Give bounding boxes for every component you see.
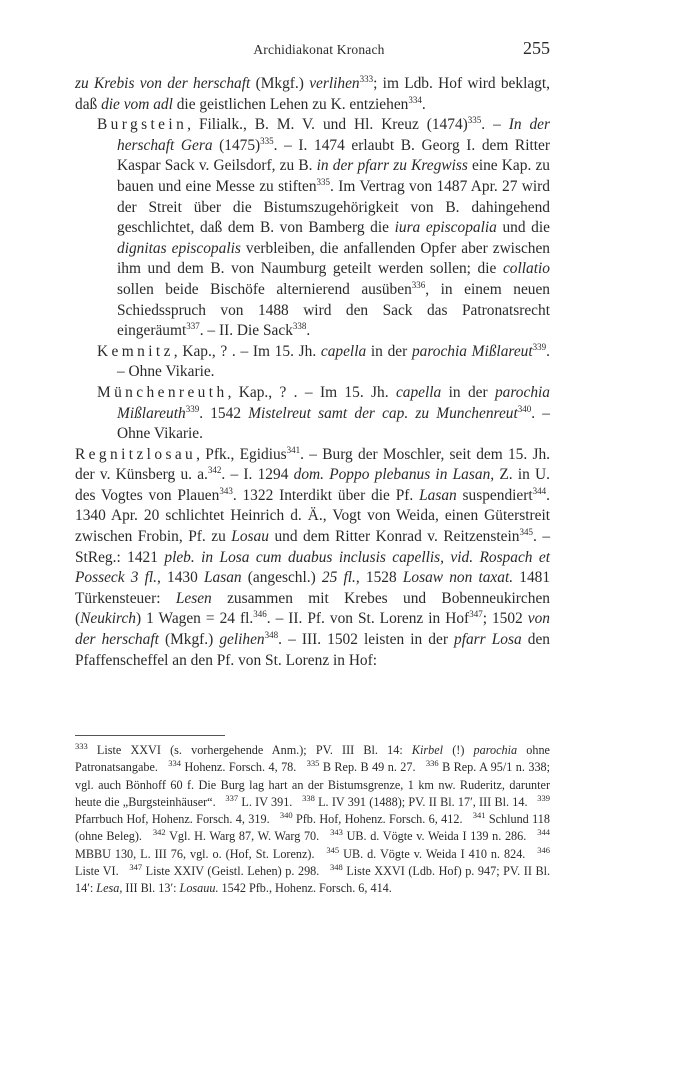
quote-text: verlihen: [309, 75, 360, 92]
text-run: zusammen mit Krebes und Bobenneukirchen (: [75, 589, 550, 628]
quote-text: Lesen: [175, 589, 212, 607]
text-run: (Mkgf.): [158, 631, 220, 649]
footnote-text: (!): [443, 743, 474, 757]
footnote-number: 347: [129, 862, 143, 873]
quote-text: Losaw non taxat.: [402, 569, 514, 587]
text-run: , in einem neuen Schiedsspruch von 1488 wird den Sack das Patronatsrecht eingeräumt: [117, 280, 550, 340]
footnote-text: B Rep. B 49 n. 27.: [319, 760, 416, 775]
text-run: , 1430: [157, 569, 204, 587]
footnote-ref: 340: [517, 403, 532, 414]
quote-text: gelihen: [219, 631, 265, 649]
footnote-ref: 344: [532, 485, 547, 496]
footnote-ref: 337: [186, 321, 200, 331]
text-run: , Filialk., B. M. V. und Hl. Kreuz (1474): [187, 116, 468, 134]
footnote-ref: 339: [185, 403, 200, 414]
text-run: . 1322 Interdikt über die Pf.: [232, 486, 420, 504]
footnote-ref: 348: [264, 629, 279, 640]
text-run: , Kap., ? . – Im 15. Jh.: [173, 342, 321, 360]
quote-text: parochia Mißlareuth: [117, 383, 550, 422]
quote-text: 25 fl.: [321, 569, 356, 587]
text-run: (Mkgf.): [250, 75, 310, 92]
footnote-text: 1542 Pfb., Hohenz. Forsch. 6, 414.: [218, 881, 392, 896]
footnote-block: [75, 742, 550, 898]
footnote-number: 344: [537, 827, 550, 838]
footnote-ref: 338: [292, 321, 307, 331]
text-run: die geistlichen Lehen zu K. entziehen: [172, 95, 409, 113]
footnote-number: 334: [168, 758, 181, 769]
quote-text: parochia Mißlareut: [411, 342, 533, 360]
place-name: Münchenreuth: [97, 383, 228, 401]
footnote-ref: 335: [260, 135, 274, 146]
running-title: Archidiakonat Kronach: [253, 42, 385, 57]
text-run: und dem Ritter Konrad v. Reitzenstein: [268, 528, 520, 546]
text-run: (angeschl.): [241, 569, 322, 587]
quote-text: Neukirch: [80, 610, 136, 628]
footnote-number: 335: [306, 758, 320, 769]
entry-regnitzlosau: [75, 445, 550, 672]
quote-text: capella: [395, 383, 442, 401]
text-run: . –: [481, 116, 509, 134]
footnote-number: 346: [537, 844, 551, 855]
text-run: . – I. 1474 erlaubt B. Georg I. dem Ritter Kaspar Sack v. Geilsdorf, zu B.: [117, 136, 550, 175]
footnote-text: L. IV 391.: [238, 794, 293, 809]
entry-kemnitz: [75, 342, 550, 383]
footnote-text: MBBU 130, L. III 76, vgl. o. (Hof, St. Lorenz).: [75, 846, 315, 861]
place-name: Regnitzlosau: [75, 445, 197, 463]
text-run: . 1340 Apr. 20 schlichtet Heinrich d. Ä., Vogt von Weida, einen Güterstreit zwischen Frobin, Pf. zu: [75, 486, 551, 546]
text-run: , Pfk., Egidius: [196, 445, 287, 463]
text-run: suspendiert: [456, 486, 533, 504]
quote-text: die vom adl: [101, 95, 173, 113]
text-run: . – Ohne Vikarie.: [117, 342, 550, 381]
text-run: 1481 Türkensteuer:: [75, 569, 551, 607]
text-run: ; 1502: [482, 610, 528, 628]
text-run: . – III. 1502 leisten in der: [278, 631, 455, 649]
text-run: ) 1 Wagen = 24 fl.: [135, 610, 254, 628]
text-run: , 1528: [355, 569, 403, 587]
quote-text: zu Krebis von der herschaft: [75, 75, 251, 92]
text-run: . – StReg.: 1421: [75, 528, 551, 566]
text-run: . 1542: [199, 404, 249, 422]
text-run: verbleiben, die anfallenden Opfer aber zwischen ihm und dem B. von Naumburg geteilt werden sollen; die: [117, 239, 551, 278]
footnote-ref: 333: [359, 73, 374, 84]
footnote-number: 342: [152, 827, 166, 838]
text-run: . – Burg der Moschler, seit dem 15. Jh. der v. Künsberg u. a.: [75, 445, 551, 484]
place-name: Burgstein: [97, 116, 188, 134]
footnote-italic: Kirbel: [411, 743, 444, 757]
main-text: [75, 74, 550, 671]
text-run: den Pfaffenscheffel an den Pf. von St. Lorenz in Hof:: [75, 631, 550, 669]
page-number: 255: [523, 38, 550, 58]
footnote-ref: 335: [467, 115, 482, 126]
quote-text: pleb. in Losa cum duabus inclusis capellis, vid. Rospach et Posseck 3 fl.: [75, 548, 551, 587]
footnote-ref: 343: [219, 485, 233, 496]
footnote-italic: Losauu.: [179, 881, 219, 896]
entry-burgstein: [75, 115, 550, 342]
text-run: . – II. Die Sack: [199, 322, 293, 340]
footnote-text: ohne Patronatsangabe.: [75, 743, 550, 775]
footnote-ref: 346: [253, 609, 267, 620]
text-run: Z. in U. des Vogtes von Plauen: [75, 466, 550, 504]
quote-text: dignitas episcopalis: [117, 239, 241, 257]
footnote-number: 336: [425, 758, 439, 769]
footnote-number: 348: [330, 862, 343, 873]
place-name: Kemnitz: [97, 342, 174, 360]
footnote-text: Liste XXVI (Ldb. Hof) p. 947; PV. II Bl. 14′:: [75, 864, 551, 896]
text-run: .: [306, 322, 311, 340]
footnote-number: 338: [302, 792, 315, 803]
footnote-text: UB. d. Vögte v. Weida I 410 n. 824.: [339, 846, 526, 861]
footnote-ref: 347: [469, 609, 483, 620]
text-run: ; im Ldb. Hof wird beklagt, daß: [75, 75, 550, 113]
footnote-ref: 341: [286, 444, 301, 455]
footnote-text: Pfarrbuch Hof, Hohenz. Forsch. 4, 319.: [75, 812, 270, 827]
text-run: .: [421, 95, 426, 113]
footnote-ref: 345: [519, 526, 533, 537]
text-run: (1475): [212, 136, 261, 154]
footnote-text: III Bl. 13′:: [122, 881, 180, 896]
text-run: in der: [366, 342, 412, 360]
quote-text: In der herschaft Gera: [117, 116, 551, 154]
text-run: in der: [441, 383, 495, 401]
footnote-text: Liste VI.: [75, 864, 119, 879]
footnotes: [75, 742, 550, 898]
footnote-number: 345: [326, 844, 340, 855]
footnote-ref: 342: [207, 465, 222, 476]
text-run: und die: [496, 219, 550, 237]
quote-text: collatio: [502, 260, 550, 278]
quote-text: Lasan: [203, 569, 242, 587]
footnote-number: 337: [225, 792, 239, 803]
text-run: . Im Vertrag von 1487 Apr. 27 wird der Streit über die Bistumszugehörigkeit von B. dahingehend geschlichtet, daß dem B. von Bamberg die: [117, 177, 550, 237]
footnote-ref: 334: [408, 94, 422, 105]
text-run: . – II. Pf. von St. Lorenz in Hof: [266, 610, 470, 628]
footnote-italic: Lesa,: [96, 881, 123, 896]
footnote-number: 341: [472, 810, 486, 821]
quote-text: Losau: [231, 528, 269, 546]
footnote-ref: 339: [532, 341, 547, 352]
footnote-text: Pfb. Hof, Hohenz. Forsch. 6, 412.: [292, 812, 463, 827]
entry-muenchenreuth: [75, 383, 550, 445]
footnote-ref: 335: [316, 176, 331, 187]
quote-text: in der pfarr zu Kregwiss: [316, 157, 468, 175]
footnote-text: Hohenz. Forsch. 4, 78.: [181, 760, 297, 775]
quote-text: capella: [320, 342, 367, 360]
footnote-text: Liste XXIV (Geistl. Lehen) p. 298.: [142, 864, 320, 879]
footnote-text: B Rep. A 95/1 n. 338; vgl. auch Bönhoff 60 f. Die Burg lag hart an der Bistumsgrenze, 1 km nw. Ruderitz, darunter heute die „Burgsteinhäuser“.: [75, 760, 551, 809]
footnote-number: 340: [279, 810, 293, 821]
footnote-italic: parochia: [473, 743, 518, 757]
quote-text: Lasan: [419, 486, 457, 504]
quote-text: Mistelreut samt der cap. zu Munchenreut: [248, 404, 518, 422]
footnote-number: 339: [537, 792, 550, 803]
quote-text: iura episcopalia: [394, 219, 497, 237]
footnote-text: Schlund 118 (ohne Beleg).: [75, 812, 550, 844]
running-header: [75, 38, 550, 64]
footnote-number: 343: [330, 827, 343, 838]
footnote-text: UB. d. Vögte v. Weida I 139 n. 286.: [342, 829, 527, 844]
footnote-ref: 336: [411, 279, 426, 290]
footnote-text: L. IV 391 (1488); PV. II Bl. 17′, III Bl. 14.: [314, 794, 528, 809]
text-run: , Kap., ? . – Im 15. Jh.: [227, 383, 396, 401]
text-run: . – Ohne Vikarie.: [117, 404, 550, 443]
paragraph-krebes-continued: [75, 74, 550, 115]
text-run: . – I. 1294: [221, 466, 294, 484]
footnote-divider: [75, 735, 225, 736]
footnote-number: 333: [75, 740, 88, 751]
quote-text: pfarr Losa: [454, 631, 522, 649]
footnote-text: Liste XXVI (s. vorhergehende Anm.); PV. III Bl. 14:: [87, 743, 412, 757]
text-run: sollen beide Bischöfe alternierend ausüben: [117, 280, 412, 298]
quote-text: dom. Poppo plebanus in Lasan,: [293, 466, 495, 484]
text-run: eine Kap. zu bauen und eine Messe zu stiften: [117, 157, 550, 195]
quote-text: von der herschaft: [75, 610, 550, 649]
footnote-text: Vgl. H. Warg 87, W. Warg 70.: [165, 829, 320, 844]
